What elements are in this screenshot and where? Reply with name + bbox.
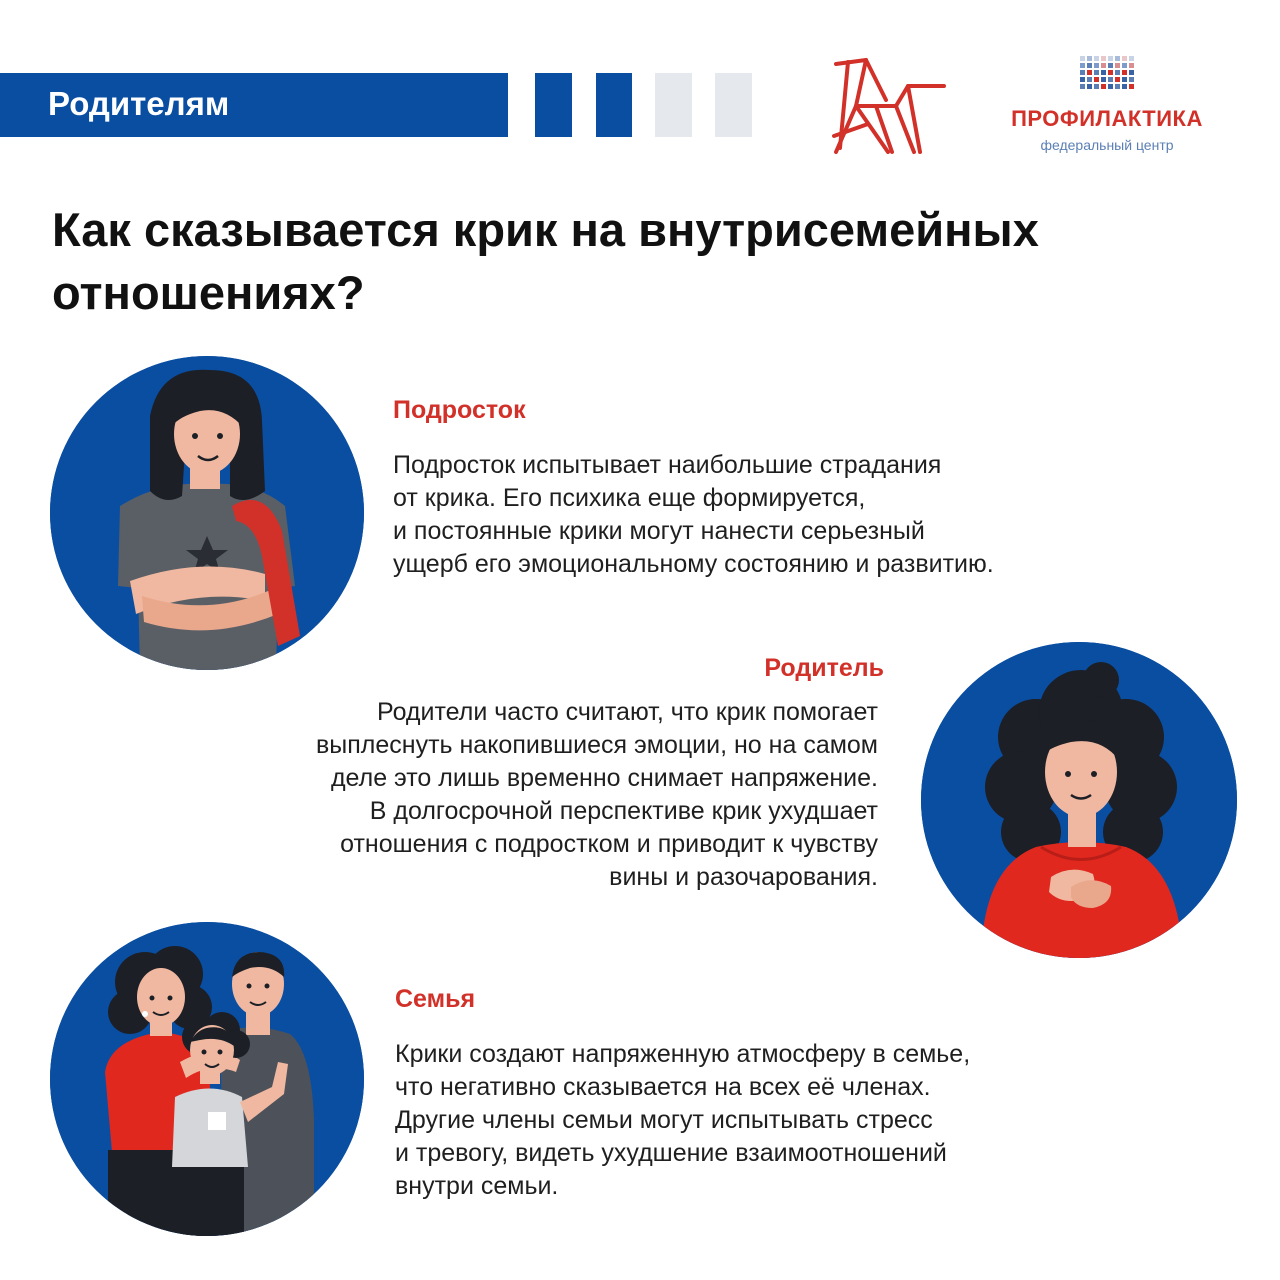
mosaic-logo-icon — [1080, 56, 1136, 94]
text-line: и тревогу, видеть ухудшение взаимоотношений — [395, 1139, 947, 1167]
section-heading-parent: Родитель — [764, 654, 884, 682]
parent-illustration — [921, 642, 1237, 958]
brand-name: ПРОФИЛАКТИКА — [1011, 106, 1203, 131]
text-line: внутри семьи. — [395, 1172, 559, 1200]
text-line: Подросток испытывает наибольшие страдания — [393, 451, 942, 479]
decor-stripe-1 — [535, 73, 572, 137]
text-line: В долгосрочной перспективе крик ухудшает — [369, 797, 878, 825]
text-line: Другие члены семьи могут испытывать стресс — [395, 1106, 933, 1134]
text-line: от крика. Его психика еще формируется, — [393, 484, 866, 512]
decor-stripe-3 — [655, 73, 692, 137]
page-title — [52, 198, 1252, 324]
brand-subtitle: федеральный центр — [1040, 137, 1174, 153]
section-text-family — [395, 1038, 970, 1203]
decor-stripe-2 — [596, 73, 632, 137]
section-heading-family: Семья — [395, 985, 476, 1013]
text-line: вины и разочарования. — [609, 863, 878, 891]
text-line: деле это лишь временно снимает напряжение. — [330, 764, 878, 792]
decor-stripe-4 — [715, 73, 752, 137]
teenager-illustration — [50, 356, 364, 670]
section-label: Родителям — [48, 85, 230, 122]
title-line: Как сказывается крик на внутрисемейных — [52, 203, 1039, 256]
text-line: и постоянные крики могут нанести серьезный — [393, 517, 925, 545]
title-line: отношениях? — [52, 266, 365, 319]
text-line: ущерб его эмоциональному состоянию и развитию. — [393, 550, 994, 578]
text-line: выплеснуть накопившиеся эмоции, но на самом — [315, 731, 878, 759]
section-text-teen — [393, 449, 994, 581]
family-illustration — [50, 922, 364, 1236]
text-line: Родители часто считают, что крик помогает — [377, 698, 878, 726]
section-banner — [0, 73, 508, 137]
chair-logo-icon — [826, 56, 950, 158]
text-line: отношения с подростком и приводит к чувству — [340, 830, 878, 858]
section-text-parent — [316, 696, 878, 894]
section-heading-teen: Подросток — [393, 396, 526, 424]
text-line: Крики создают напряженную атмосферу в семье, — [395, 1040, 971, 1068]
text-line: что негативно сказывается на всех её членах. — [395, 1073, 931, 1101]
